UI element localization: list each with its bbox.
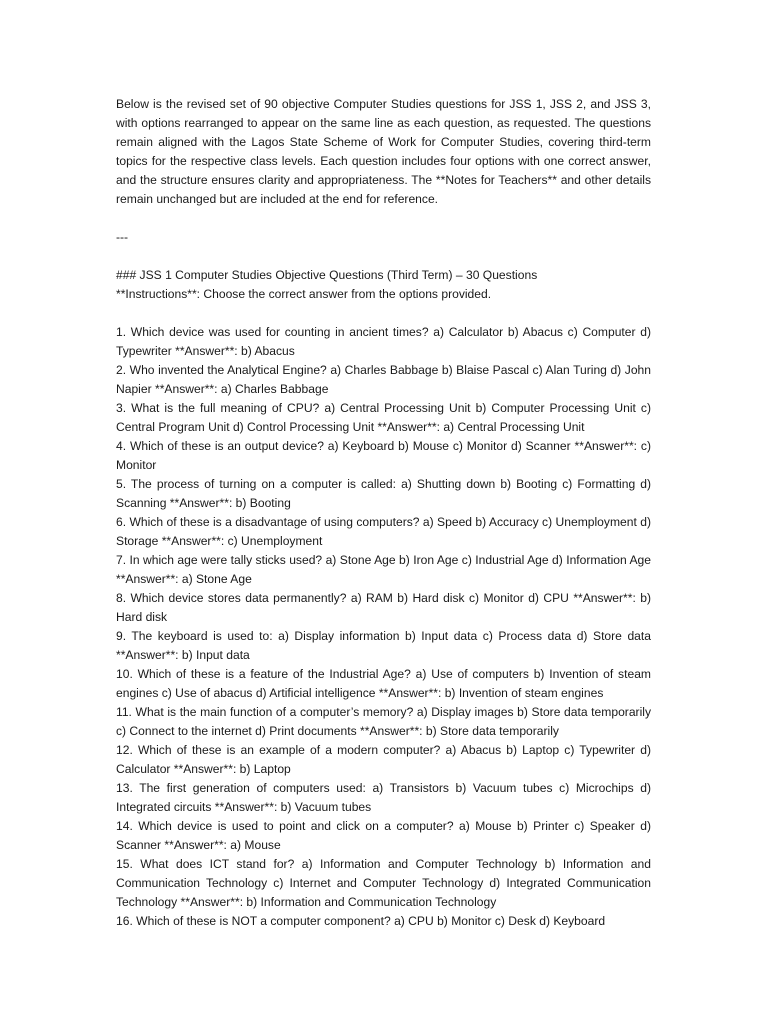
intro-paragraph: Below is the revised set of 90 objective Computer Studies questions for JSS 1, JSS 2, and JSS 3, with options rearranged to appear on the same line as each question, as requested. The questions remain aligned with the Lagos State Scheme of Work for Computer Studies, covering third-term topics for the respective class levels. Each question includes four options with one correct answer, and the structure ensures clarity and appropriateness. The **Notes for Teachers** and other details remain unchanged but are included at the end for reference.	[116, 97, 651, 206]
question-item: 15. What does ICT stand for? a) Information and Computer Technology b) Information and Communication Technology c) Internet and Computer Technology d) Integrated Communication Technology **Answer**: b) Information and Communication Technology	[116, 857, 651, 909]
question-item: 7. In which age were tally sticks used? a) Stone Age b) Iron Age c) Industrial Age d) Information Age **Answer**: a) Stone Age	[116, 553, 651, 586]
question-item: 8. Which device stores data permanently? a) RAM b) Hard disk c) Monitor d) CPU **Answer**: b) Hard disk	[116, 591, 651, 624]
question-item: 6. Which of these is a disadvantage of using computers? a) Speed b) Accuracy c) Unemployment d) Storage **Answer**: c) Unemployment	[116, 515, 651, 548]
question-item: 1. Which device was used for counting in ancient times? a) Calculator b) Abacus c) Computer d) Typewriter **Answer**: b) Abacus	[116, 325, 651, 358]
question-item: 10. Which of these is a feature of the Industrial Age? a) Use of computers b) Invention of steam engines c) Use of abacus d) Artificial intelligence **Answer**: b) Invention of steam engines	[116, 667, 651, 700]
question-item: 5. The process of turning on a computer is called: a) Shutting down b) Booting c) Formatting d) Scanning **Answer**: b) Booting	[116, 477, 651, 510]
question-item: 11. What is the main function of a computer’s memory? a) Display images b) Store data temporarily c) Connect to the internet d) Print documents **Answer**: b) Store data temporarily	[116, 705, 651, 738]
spacer	[116, 304, 651, 323]
question-item: 2. Who invented the Analytical Engine? a) Charles Babbage b) Blaise Pascal c) Alan Turing d) John Napier **Answer**: a) Charles Babbage	[116, 363, 651, 396]
question-item: 13. The first generation of computers used: a) Transistors b) Vacuum tubes c) Microchips d) Integrated circuits **Answer**: b) Vacuum tubes	[116, 781, 651, 814]
spacer	[116, 247, 651, 266]
question-list	[116, 323, 651, 931]
section-heading: ### JSS 1 Computer Studies Objective Questions (Third Term) – 30 Questions	[116, 268, 538, 282]
document-page	[116, 95, 651, 931]
section-divider: ---	[116, 230, 129, 244]
instructions-text: **Instructions**: Choose the correct answer from the options provided.	[116, 287, 492, 301]
question-item: 12. Which of these is an example of a modern computer? a) Abacus b) Laptop c) Typewriter d) Calculator **Answer**: b) Laptop	[116, 743, 651, 776]
question-item: 9. The keyboard is used to: a) Display information b) Input data c) Process data d) Store data **Answer**: b) Input data	[116, 629, 651, 662]
question-item: 3. What is the full meaning of CPU? a) Central Processing Unit b) Computer Processing Unit c) Central Program Unit d) Control Processing Unit **Answer**: a) Central Processing Unit	[116, 401, 651, 434]
question-item: 4. Which of these is an output device? a) Keyboard b) Mouse c) Monitor d) Scanner **Answer**: c) Monitor	[116, 439, 651, 472]
spacer	[116, 209, 651, 228]
question-item: 14. Which device is used to point and click on a computer? a) Mouse b) Printer c) Speaker d) Scanner **Answer**: a) Mouse	[116, 819, 651, 852]
question-item: 16. Which of these is NOT a computer component? a) CPU b) Monitor c) Desk d) Keyboard	[116, 914, 606, 928]
